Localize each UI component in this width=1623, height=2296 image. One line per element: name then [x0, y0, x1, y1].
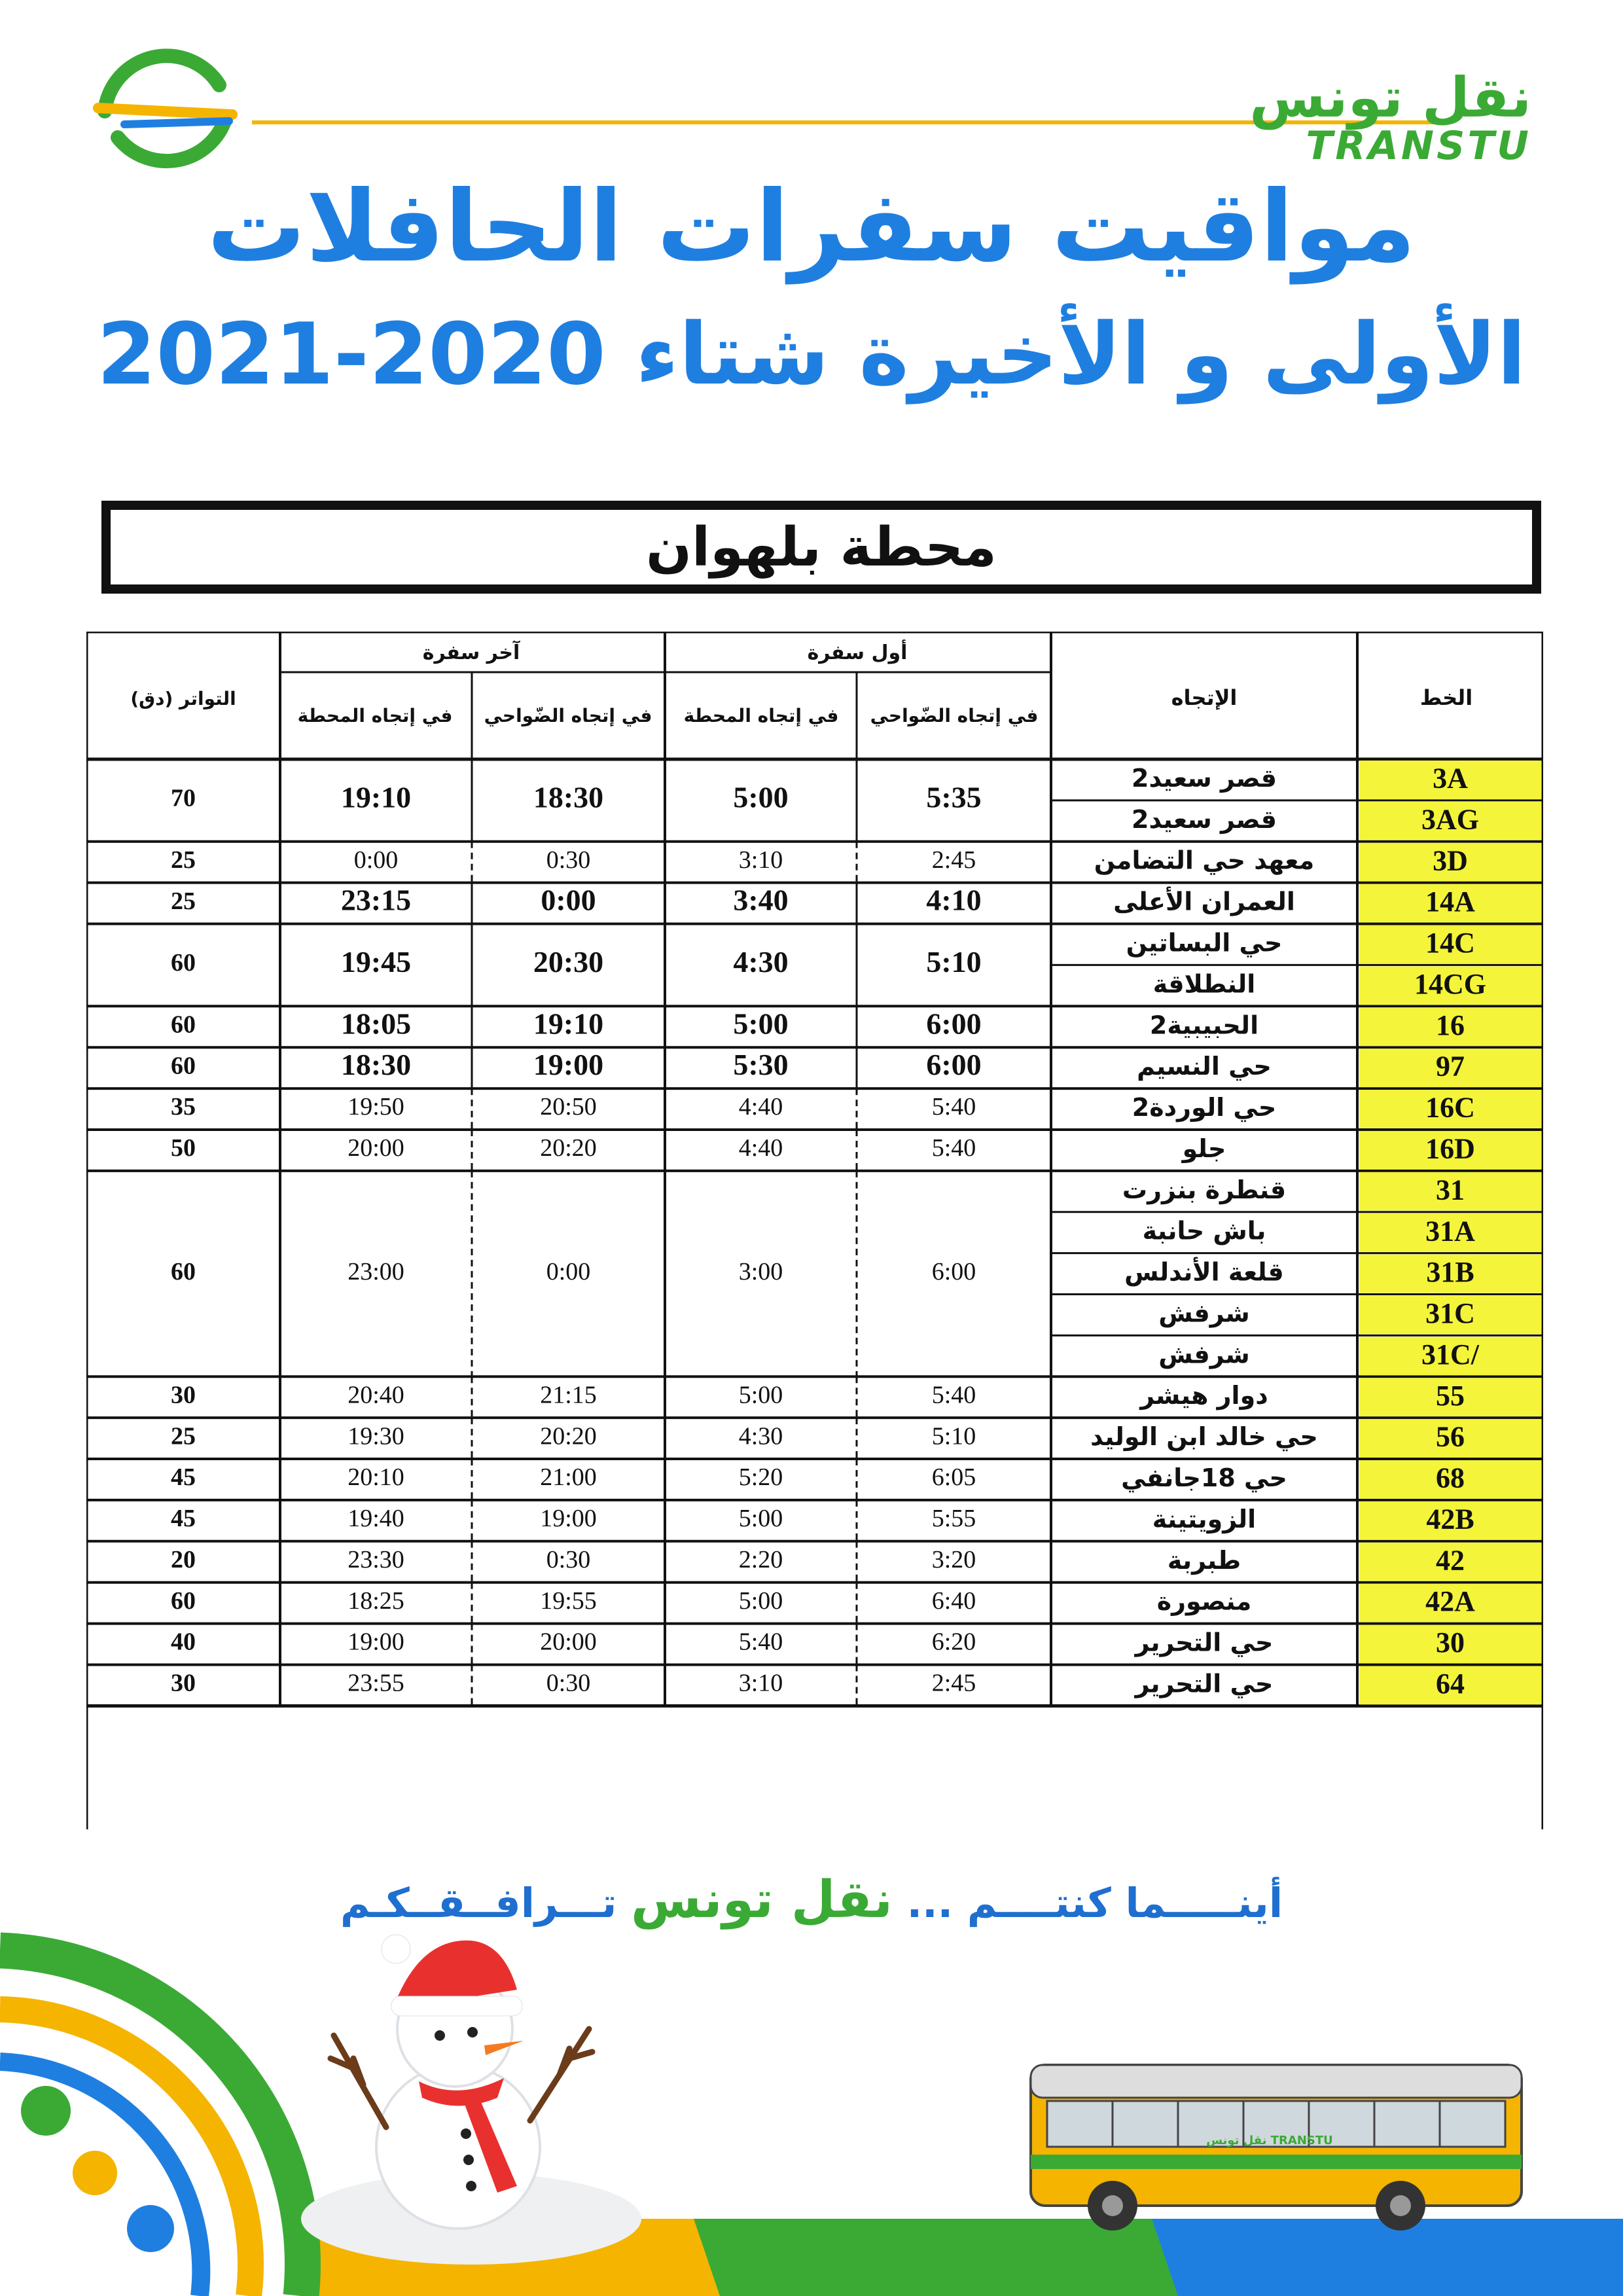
first-trip-station: 4:30	[733, 944, 789, 978]
last-trip-suburbs: 20:20	[540, 1422, 597, 1450]
line-number: 3A	[1433, 762, 1468, 795]
first-trip-suburbs: 5:40	[931, 1134, 976, 1162]
last-trip-station: 23:55	[348, 1669, 404, 1697]
first-trip-station: 3:00	[738, 1257, 783, 1285]
first-trip-suburbs: 5:55	[931, 1505, 976, 1533]
direction-name: حي خالد ابن الوليد	[1090, 1422, 1318, 1452]
last-trip-station: 20:10	[348, 1463, 404, 1492]
direction-name: الحبيبية2	[1149, 1011, 1259, 1040]
brand-name-latin: TRANSTU	[1306, 123, 1531, 169]
line-number: 55	[1436, 1379, 1465, 1412]
last-trip-suburbs: 19:55	[540, 1587, 597, 1615]
last-trip-station: 19:00	[348, 1628, 404, 1656]
first-trip-station: 3:10	[738, 1669, 783, 1697]
last-trip-suburbs: 20:00	[540, 1628, 597, 1656]
brand-name-arabic: نقل تونس	[1249, 65, 1531, 130]
first-trip-suburbs: 2:45	[931, 846, 976, 874]
first-trip-suburbs: 4:10	[926, 883, 982, 917]
line-number: 56	[1436, 1420, 1465, 1453]
last-trip-station: 19:40	[348, 1505, 404, 1533]
direction-name: حي الوردة2	[1132, 1093, 1277, 1122]
frequency: 25	[171, 846, 196, 874]
last-trip-station: 19:50	[348, 1093, 404, 1121]
first-trip-station: 5:20	[738, 1463, 783, 1492]
frequency: 45	[171, 1505, 196, 1533]
line-number: 42A	[1425, 1585, 1475, 1618]
slogan-part-2: تـــرافــقــكـم	[340, 1879, 617, 1927]
first-trip-station: 5:00	[738, 1587, 783, 1615]
direction-name: باش حانبة	[1142, 1216, 1266, 1246]
line-number: 31C/	[1421, 1338, 1479, 1371]
last-trip-station: 19:10	[340, 780, 412, 814]
direction-name: شرفش	[1158, 1340, 1250, 1369]
header-frequency: التواتر (دق)	[130, 688, 236, 709]
frequency: 50	[171, 1134, 196, 1162]
direction-name: جلو	[1182, 1134, 1226, 1163]
direction-name: معهد حي التضامن	[1094, 846, 1315, 875]
first-trip-station: 5:00	[738, 1381, 783, 1409]
last-trip-station: 19:30	[348, 1422, 404, 1450]
first-trip-station: 3:40	[733, 883, 789, 917]
first-trip-suburbs: 5:10	[931, 1422, 976, 1450]
direction-name: العمران الأعلى	[1113, 887, 1295, 916]
last-trip-suburbs: 0:30	[546, 1669, 591, 1697]
last-trip-suburbs: 19:00	[540, 1505, 597, 1533]
header-first-station: في إتجاه المحطة	[683, 705, 839, 726]
last-trip-suburbs: 0:00	[546, 1257, 591, 1285]
direction-name: طبربة	[1167, 1545, 1241, 1575]
slogan-brand: نقل تونس	[631, 1871, 893, 1929]
swirl-icon	[0, 1950, 302, 2296]
last-trip-station: 19:45	[340, 944, 412, 978]
page-title: مواقيت سفرات الحافلات	[207, 170, 1416, 284]
last-trip-suburbs: 19:10	[533, 1007, 604, 1041]
direction-name: دوار هيشر	[1140, 1381, 1268, 1410]
last-trip-suburbs: 21:15	[540, 1381, 597, 1409]
frequency: 35	[171, 1093, 196, 1121]
first-trip-suburbs: 5:10	[926, 944, 982, 978]
last-trip-station: 18:25	[348, 1587, 404, 1615]
frequency: 30	[171, 1381, 196, 1409]
slogan-part-1: أينـــــما كنتــــم ...	[906, 1879, 1283, 1927]
line-number: 42	[1436, 1544, 1465, 1577]
direction-name: حي التحرير	[1135, 1669, 1274, 1698]
last-trip-station: 23:00	[348, 1257, 404, 1285]
first-trip-suburbs: 2:45	[931, 1669, 976, 1697]
direction-name: الزويتينة	[1152, 1504, 1257, 1534]
last-trip-station: 23:30	[348, 1545, 404, 1573]
first-trip-station: 2:20	[738, 1545, 783, 1573]
line-number: 14CG	[1414, 967, 1486, 1000]
station-banner	[101, 501, 1541, 594]
frequency: 60	[171, 1052, 196, 1080]
direction-name: منصورة	[1156, 1587, 1252, 1616]
frequency: 60	[171, 949, 196, 977]
header-last-suburbs: في إتجاه الضّواحي	[484, 705, 652, 726]
page-subtitle: الأولى و الأخيرة شتاء 2020-2021	[97, 304, 1526, 404]
last-trip-station: 18:30	[340, 1048, 412, 1082]
first-trip-suburbs: 5:40	[931, 1381, 976, 1409]
line-number: 3D	[1433, 844, 1468, 877]
last-trip-station: 18:05	[340, 1007, 412, 1041]
header-line: الخط	[1419, 685, 1473, 710]
first-trip-station: 4:40	[738, 1093, 783, 1121]
last-trip-station: 0:00	[353, 846, 399, 874]
direction-name: حي 18جانفي	[1121, 1463, 1287, 1492]
first-trip-suburbs: 6:00	[926, 1007, 982, 1041]
first-trip-suburbs: 6:00	[926, 1048, 982, 1082]
line-number: 16C	[1425, 1091, 1475, 1124]
last-trip-suburbs: 0:00	[541, 883, 596, 917]
direction-name: شرفش	[1158, 1299, 1250, 1328]
direction-name: قصر سعيد2	[1132, 804, 1277, 834]
first-trip-station: 4:30	[738, 1422, 783, 1450]
line-number: 42B	[1426, 1503, 1474, 1535]
direction-name: حي البساتين	[1126, 928, 1283, 958]
header-last-station: في إتجاه المحطة	[297, 705, 453, 726]
first-trip-station: 5:00	[733, 780, 789, 814]
frequency: 30	[171, 1669, 196, 1697]
header-last-trip: آخر سفرة	[422, 641, 520, 664]
bus-icon	[1031, 2065, 1522, 2231]
last-trip-suburbs: 20:50	[540, 1093, 597, 1121]
station-name: محطة بلهوان	[646, 516, 997, 579]
line-number: 16	[1436, 1009, 1465, 1041]
line-number: 31B	[1426, 1256, 1474, 1289]
first-trip-suburbs: 6:00	[931, 1257, 976, 1285]
header-first-trip: أول سفرة	[807, 641, 908, 664]
header-first-suburbs: في إتجاه الضّواحي	[870, 705, 1039, 726]
line-number: 30	[1436, 1626, 1465, 1659]
last-trip-suburbs: 0:30	[546, 1545, 591, 1573]
last-trip-suburbs: 19:00	[533, 1048, 604, 1082]
first-trip-suburbs: 6:05	[931, 1463, 976, 1492]
frequency: 25	[171, 1422, 196, 1450]
line-number: 31A	[1425, 1215, 1475, 1247]
line-number: 3AG	[1421, 803, 1479, 836]
last-trip-suburbs: 0:30	[546, 846, 591, 874]
first-trip-suburbs: 5:40	[931, 1093, 976, 1121]
frequency: 45	[171, 1463, 196, 1492]
frequency: 60	[171, 1257, 196, 1285]
first-trip-suburbs: 6:40	[931, 1587, 976, 1615]
last-trip-suburbs: 20:30	[533, 944, 604, 978]
last-trip-suburbs: 18:30	[533, 780, 604, 814]
direction-name: حي التحرير	[1135, 1628, 1274, 1657]
bus-label: نقل تونس TRANSTU	[1206, 2134, 1333, 2147]
last-trip-station: 23:15	[340, 883, 412, 917]
first-trip-station: 4:40	[738, 1134, 783, 1162]
header-direction: الإتجاه	[1171, 685, 1238, 710]
last-trip-suburbs: 21:00	[540, 1463, 597, 1492]
first-trip-suburbs: 3:20	[931, 1545, 976, 1573]
timetable	[86, 632, 1543, 1829]
line-number: 31	[1436, 1174, 1465, 1206]
first-trip-station: 5:40	[738, 1628, 783, 1656]
frequency: 25	[171, 887, 196, 915]
frequency: 20	[171, 1545, 196, 1573]
last-trip-station: 20:00	[348, 1134, 404, 1162]
first-trip-station: 5:00	[738, 1505, 783, 1533]
frequency: 40	[171, 1628, 196, 1656]
frequency: 60	[171, 1011, 196, 1039]
line-number: 14A	[1425, 886, 1475, 918]
direction-name: النطلاقة	[1152, 969, 1256, 999]
first-trip-suburbs: 5:35	[926, 780, 982, 814]
last-trip-station: 20:40	[348, 1381, 404, 1409]
line-number: 31C	[1425, 1297, 1475, 1330]
line-number: 68	[1436, 1462, 1465, 1494]
last-trip-suburbs: 20:20	[540, 1134, 597, 1162]
snowman-icon	[301, 1935, 641, 2265]
frequency: 70	[171, 784, 196, 812]
transtu-logo-icon	[79, 39, 249, 190]
winter-decoration	[0, 1911, 1623, 2296]
line-number: 14C	[1425, 927, 1475, 960]
direction-name: حي النسيم	[1137, 1052, 1272, 1081]
direction-name: قصر سعيد2	[1132, 763, 1277, 793]
first-trip-station: 5:00	[733, 1007, 789, 1041]
line-number: 16D	[1425, 1132, 1475, 1165]
first-trip-suburbs: 6:20	[931, 1628, 976, 1656]
direction-name: قنطرة بنزرت	[1122, 1175, 1287, 1204]
line-number: 64	[1436, 1667, 1465, 1700]
frequency: 60	[171, 1587, 196, 1615]
first-trip-station: 3:10	[738, 846, 783, 874]
first-trip-station: 5:30	[733, 1048, 789, 1082]
bottom-band-blue	[1152, 2219, 1623, 2296]
line-number: 97	[1436, 1050, 1465, 1083]
direction-name: قلعة الأندلس	[1124, 1257, 1284, 1287]
